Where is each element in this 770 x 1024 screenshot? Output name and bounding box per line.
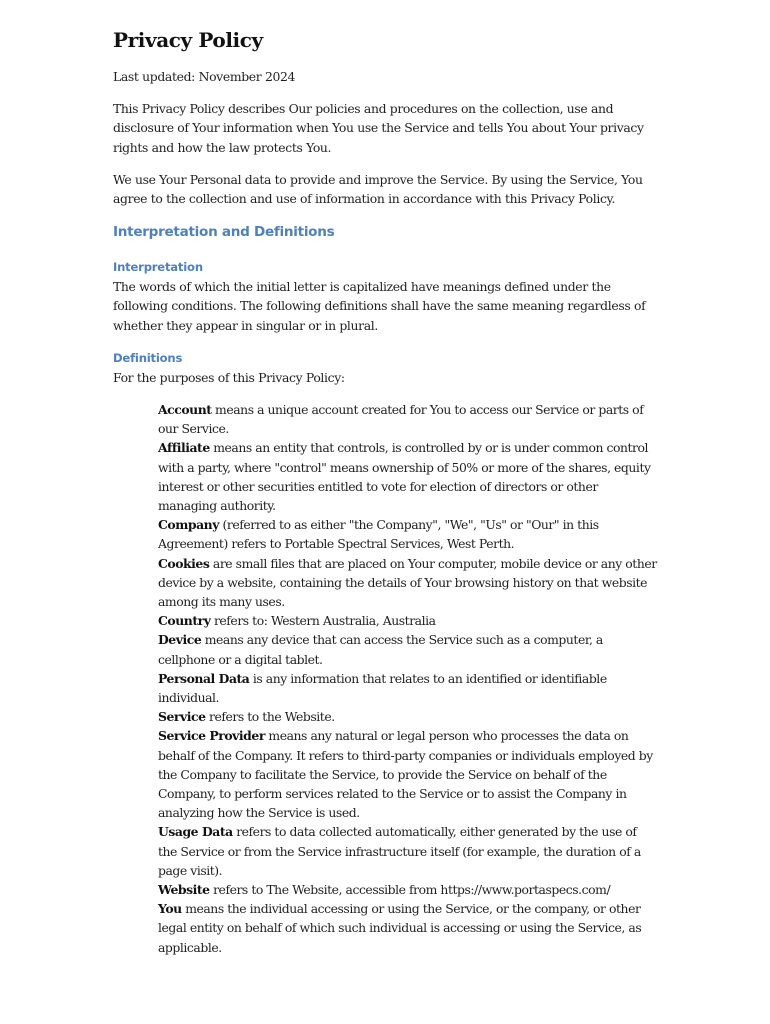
- definition-term: Personal Data: [158, 670, 250, 686]
- definition-item-you: [158, 899, 658, 957]
- definition-item-company: [158, 515, 658, 553]
- definition-item-affiliate: [158, 438, 658, 515]
- definition-text: (referred to as either "the Company", "We", "Us" or "Our" in this Agreement) refers to Portable Spectral Services, West Perth.: [158, 517, 599, 552]
- definition-text: are small files that are placed on Your computer, mobile device or any other device by a website, containing the details of Your browsing history on that website among its many uses.: [158, 555, 657, 610]
- last-updated: Last updated: November 2024: [113, 69, 296, 84]
- definition-term: Service: [158, 709, 206, 725]
- definition-item-cookies: [158, 554, 658, 612]
- definition-item-usage-data: [158, 822, 658, 880]
- intro-paragraph-1: This Privacy Policy describes Our policies and procedures on the collection, use and disclosure of Your information when You use the Service and tells You about Your privacy rights and how the law protects You.: [113, 101, 644, 155]
- intro-paragraph-2: We use Your Personal data to provide and improve the Service. By using the Service, You agree to the collection and use of information in accordance with this Privacy Policy.: [113, 172, 643, 207]
- definitions-lead: For the purposes of this Privacy Policy:: [113, 370, 345, 385]
- definition-text: means an entity that controls, is controlled by or is under common control with a party, where "control" means ownership of 50% or more of the shares, equity interest or other securities entitled to vote for election of directors or other managing authority.: [158, 440, 651, 514]
- definition-item-service: [158, 707, 658, 726]
- definition-term: You: [158, 901, 182, 917]
- definition-item-country: [158, 611, 658, 630]
- definition-term: Device: [158, 632, 202, 648]
- definition-item-service-provider: [158, 726, 658, 822]
- definition-item-account: [158, 400, 658, 438]
- definition-text: means a unique account created for You to access our Service or parts of our Service.: [158, 402, 644, 437]
- subheading-interpretation: Interpretation: [113, 260, 203, 274]
- subheading-definitions: Definitions: [113, 351, 183, 365]
- definitions-list: [158, 400, 658, 957]
- definition-term: Service Provider: [158, 728, 265, 744]
- definition-term: Website: [158, 882, 210, 898]
- definition-term: Account: [158, 402, 212, 417]
- definition-text: means any natural or legal person who processes the data on behalf of the Company. It refers to third-party companies or individuals employed by the Company to facilitate the Service, to provide the Service on behalf of the Company, to perform services related to the Service or to assist the Company in analyzing how the Service is used.: [158, 728, 653, 821]
- definition-text: refers to the Website.: [205, 709, 335, 725]
- definition-text: means any device that can access the Service such as a computer, a cellphone or a digital tablet.: [158, 632, 603, 667]
- definition-item-personal-data: [158, 669, 658, 707]
- definition-term: Usage Data: [158, 824, 233, 840]
- definition-term: Company: [158, 517, 219, 533]
- definition-text: refers to The Website, accessible from https://www.portaspecs.com/: [209, 882, 611, 898]
- page-title: Privacy Policy: [113, 28, 263, 52]
- definition-item-device: [158, 630, 658, 668]
- definition-item-website: [158, 880, 658, 899]
- definition-term: Country: [158, 613, 211, 629]
- definition-text: refers to data collected automatically, either generated by the use of the Service or from the Service infrastructure itself (for example, the duration of a page visit).: [158, 824, 641, 878]
- interpretation-paragraph: The words of which the initial letter is capitalized have meanings defined under the following conditions. The following definitions shall have the same meaning regardless of whether they appear in singular or in plural.: [113, 279, 646, 333]
- definition-text: refers to: Western Australia, Australia: [210, 613, 436, 629]
- section-heading-interpretation-and-definitions: Interpretation and Definitions: [113, 224, 335, 240]
- definition-term: Cookies: [158, 555, 210, 571]
- definition-term: Affiliate: [158, 440, 210, 456]
- definition-text: means the individual accessing or using the Service, or the company, or other legal entity on behalf of which such individual is accessing or using the Service, as applicable.: [158, 901, 642, 955]
- definition-text: is any information that relates to an identified or identifiable individual.: [158, 670, 607, 706]
